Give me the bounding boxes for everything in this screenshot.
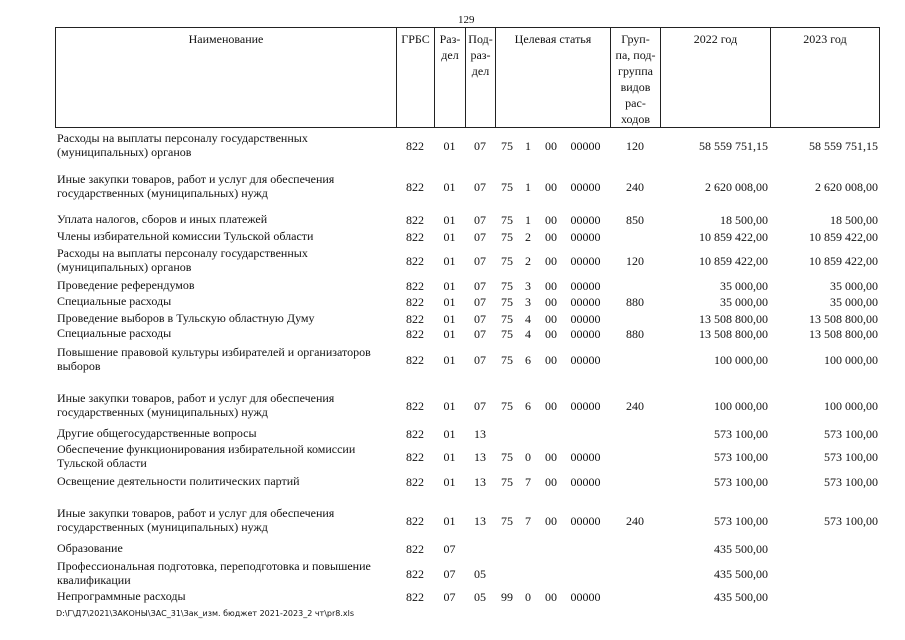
row-razdel: 01 (443, 279, 456, 293)
row-value-2022: 58 559 751,15 (699, 139, 768, 153)
row-grbs: 822 (406, 327, 424, 341)
row-podrazdel: 07 (474, 180, 486, 194)
row-target-direction: 00 (545, 213, 557, 227)
row-grbs: 822 (406, 139, 424, 153)
row-podrazdel: 07 (474, 213, 486, 227)
row-razdel: 01 (443, 312, 456, 326)
row-value-2023: 10 859 422,00 (809, 254, 878, 268)
row-target-code: 00000 (570, 450, 601, 464)
row-name: Проведение референдумов (57, 278, 195, 292)
row-value-2023: 58 559 751,15 (809, 139, 878, 153)
row-value-2022: 35 000,00 (720, 295, 768, 309)
row-grbs: 822 (406, 567, 424, 581)
row-target-program: 75 (501, 279, 513, 293)
row-podrazdel: 07 (474, 254, 486, 268)
row-target-direction: 00 (545, 180, 557, 194)
row-value-2022: 10 859 422,00 (699, 230, 768, 244)
row-target-program: 75 (501, 180, 513, 194)
row-target-direction: 00 (545, 590, 557, 604)
row-podrazdel: 07 (474, 295, 486, 309)
row-name: Специальные расходы (57, 294, 172, 308)
row-name: Освещение деятельности политических партий (57, 474, 300, 488)
row-target-code: 00000 (570, 230, 601, 244)
row-target-code: 00000 (570, 139, 601, 153)
row-target-subprogram: 6 (525, 399, 531, 413)
row-value-2022: 435 500,00 (714, 542, 768, 556)
row-value-2022: 10 859 422,00 (699, 254, 768, 268)
row-razdel: 01 (443, 254, 456, 268)
row-razdel: 01 (443, 399, 456, 413)
row-target-subprogram: 4 (525, 327, 531, 341)
row-target-program: 75 (501, 327, 513, 341)
row-expense-group: 120 (626, 254, 644, 268)
row-expense-group: 240 (626, 180, 644, 194)
header-2022-label: 2022 год (693, 32, 738, 46)
row-value-2022: 435 500,00 (714, 590, 768, 604)
row-target-program: 75 (501, 254, 513, 268)
row-target-subprogram: 4 (525, 312, 531, 326)
row-value-2022: 573 100,00 (714, 427, 768, 441)
row-value-2023: 13 508 800,00 (809, 312, 878, 326)
row-target-direction: 00 (545, 312, 557, 326)
row-name: Уплата налогов, сборов и иных платежей (57, 212, 268, 226)
row-value-2023: 573 100,00 (824, 475, 878, 489)
row-podrazdel: 07 (474, 312, 486, 326)
row-grbs: 822 (406, 279, 424, 293)
row-razdel: 01 (443, 353, 456, 367)
row-target-subprogram: 1 (525, 139, 531, 153)
row-value-2022: 573 100,00 (714, 514, 768, 528)
row-value-2022: 100 000,00 (714, 353, 768, 367)
row-grbs: 822 (406, 427, 424, 441)
row-target-program: 75 (501, 353, 513, 367)
header-group (610, 27, 660, 128)
row-name: Специальные расходы (57, 326, 172, 340)
header-razdel-label: Раз- дел (439, 32, 461, 62)
row-razdel: 01 (443, 427, 456, 441)
row-target-direction: 00 (545, 230, 557, 244)
header-2023 (770, 27, 880, 128)
row-target-code: 00000 (570, 590, 601, 604)
header-podrazdel-label: Под- раз- дел (468, 32, 493, 78)
row-target-code: 00000 (570, 399, 601, 413)
row-value-2023: 573 100,00 (824, 427, 878, 441)
row-expense-group: 120 (626, 139, 644, 153)
row-target-program: 75 (501, 450, 513, 464)
row-target-program: 75 (501, 139, 513, 153)
row-value-2023: 2 620 008,00 (815, 180, 878, 194)
row-name: Иные закупки товаров, работ и услуг для обеспечения государственных (муниципальных) нужд (57, 172, 335, 200)
row-expense-group: 880 (626, 327, 644, 341)
row-podrazdel: 13 (474, 475, 486, 489)
row-target-code: 00000 (570, 180, 601, 194)
row-target-code: 00000 (570, 213, 601, 227)
row-target-subprogram: 2 (525, 254, 531, 268)
row-target-subprogram: 3 (525, 295, 531, 309)
row-razdel: 01 (443, 514, 456, 528)
row-value-2023: 13 508 800,00 (809, 327, 878, 341)
row-grbs: 822 (406, 230, 424, 244)
row-target-subprogram: 0 (525, 450, 531, 464)
row-grbs: 822 (406, 399, 424, 413)
row-target-subprogram: 1 (525, 180, 531, 194)
row-target-program: 75 (501, 213, 513, 227)
row-value-2022: 100 000,00 (714, 399, 768, 413)
row-value-2023: 100 000,00 (824, 399, 878, 413)
row-razdel: 01 (443, 450, 456, 464)
row-podrazdel: 07 (474, 230, 486, 244)
row-target-code: 00000 (570, 279, 601, 293)
row-podrazdel: 13 (474, 450, 486, 464)
header-razdel (434, 27, 465, 128)
header-2023-label: 2023 год (803, 32, 847, 46)
row-target-direction: 00 (545, 450, 557, 464)
row-grbs: 822 (406, 450, 424, 464)
row-podrazdel: 07 (474, 399, 486, 413)
header-2022 (660, 27, 770, 128)
row-target-subprogram: 3 (525, 279, 531, 293)
row-value-2023: 100 000,00 (824, 353, 878, 367)
row-name: Расходы на выплаты персоналу государственных (муниципальных) органов (57, 246, 308, 274)
header-podrazdel (465, 27, 495, 128)
row-podrazdel: 13 (474, 514, 486, 528)
row-name: Профессиональная подготовка, переподготовка и повышение квалификации (57, 559, 371, 587)
row-target-direction: 00 (545, 254, 557, 268)
row-target-program: 75 (501, 230, 513, 244)
row-target-code: 00000 (570, 514, 601, 528)
row-name: Проведение выборов в Тульскую областную Думу (57, 311, 315, 325)
row-razdel: 07 (443, 590, 456, 604)
header-group-label: Груп- па, под- группа видов рас- ходов (615, 32, 656, 126)
row-target-direction: 00 (545, 399, 557, 413)
row-target-code: 00000 (570, 353, 601, 367)
row-value-2023: 573 100,00 (824, 514, 878, 528)
header-grbs-label: ГРБС (401, 32, 430, 46)
row-name: Обеспечение функционирования избирательной комиссии Тульской области (57, 442, 356, 470)
row-podrazdel: 07 (474, 327, 486, 341)
row-target-program: 75 (501, 475, 513, 489)
row-value-2022: 35 000,00 (720, 279, 768, 293)
row-target-subprogram: 0 (525, 590, 531, 604)
row-name: Повышение правовой культуры избирателей и организаторов выборов (57, 345, 371, 373)
row-target-subprogram: 2 (525, 230, 531, 244)
row-target-direction: 00 (545, 514, 557, 528)
row-target-direction: 00 (545, 327, 557, 341)
header-name-label: Наименование (188, 32, 264, 46)
row-value-2022: 13 508 800,00 (699, 312, 768, 326)
row-target-direction: 00 (545, 295, 557, 309)
row-value-2022: 573 100,00 (714, 450, 768, 464)
row-target-program: 99 (501, 590, 513, 604)
row-razdel: 01 (443, 213, 456, 227)
row-expense-group: 240 (626, 514, 644, 528)
row-razdel: 01 (443, 139, 456, 153)
row-razdel: 01 (443, 230, 456, 244)
row-razdel: 01 (443, 295, 456, 309)
row-podrazdel: 07 (474, 139, 486, 153)
row-name: Другие общегосударственные вопросы (57, 426, 257, 440)
row-razdel: 07 (443, 567, 456, 581)
row-name: Расходы на выплаты персоналу государственных (муниципальных) органов (57, 131, 308, 159)
row-expense-group: 240 (626, 399, 644, 413)
row-target-direction: 00 (545, 475, 557, 489)
header-grbs (396, 27, 434, 128)
row-name: Иные закупки товаров, работ и услуг для обеспечения государственных (муниципальных) нужд (57, 506, 335, 534)
row-value-2022: 13 508 800,00 (699, 327, 768, 341)
row-grbs: 822 (406, 254, 424, 268)
row-podrazdel: 13 (474, 427, 486, 441)
row-podrazdel: 05 (474, 590, 486, 604)
row-target-subprogram: 1 (525, 213, 531, 227)
row-target-direction: 00 (545, 139, 557, 153)
row-value-2022: 573 100,00 (714, 475, 768, 489)
row-value-2022: 435 500,00 (714, 567, 768, 581)
row-grbs: 822 (406, 514, 424, 528)
row-value-2022: 18 500,00 (720, 213, 768, 227)
row-value-2023: 18 500,00 (830, 213, 878, 227)
row-target-program: 75 (501, 514, 513, 528)
row-podrazdel: 05 (474, 567, 486, 581)
row-name: Образование (57, 541, 123, 555)
row-name: Члены избирательной комиссии Тульской области (57, 229, 314, 243)
row-target-code: 00000 (570, 254, 601, 268)
row-target-subprogram: 7 (525, 475, 531, 489)
row-grbs: 822 (406, 180, 424, 194)
row-target-direction: 00 (545, 279, 557, 293)
row-value-2023: 573 100,00 (824, 450, 878, 464)
file-path-footer: D:\Г\Д7\2021\ЗАКОНЫ\ЗАС_31\Зак_изм. бюджет 2021-2023_2 чт\pr8.xls (56, 609, 355, 618)
row-grbs: 822 (406, 590, 424, 604)
row-target-program: 75 (501, 295, 513, 309)
row-target-subprogram: 6 (525, 353, 531, 367)
row-podrazdel: 07 (474, 353, 486, 367)
row-expense-group: 850 (626, 213, 644, 227)
row-value-2023: 10 859 422,00 (809, 230, 878, 244)
row-expense-group: 880 (626, 295, 644, 309)
row-target-program: 75 (501, 312, 513, 326)
header-target-label: Целевая статья (514, 32, 592, 46)
row-grbs: 822 (406, 213, 424, 227)
header-target (495, 27, 610, 128)
page-number: 129 (458, 14, 475, 26)
row-target-code: 00000 (570, 327, 601, 341)
row-value-2023: 35 000,00 (830, 279, 878, 293)
row-razdel: 01 (443, 475, 456, 489)
row-grbs: 822 (406, 353, 424, 367)
row-podrazdel: 07 (474, 279, 486, 293)
header-name (55, 27, 396, 128)
row-target-direction: 00 (545, 353, 557, 367)
row-grbs: 822 (406, 312, 424, 326)
row-grbs: 822 (406, 542, 424, 556)
row-razdel: 01 (443, 327, 456, 341)
row-razdel: 07 (443, 542, 456, 556)
row-target-code: 00000 (570, 312, 601, 326)
row-target-program: 75 (501, 399, 513, 413)
row-grbs: 822 (406, 295, 424, 309)
row-value-2022: 2 620 008,00 (705, 180, 768, 194)
row-value-2023: 35 000,00 (830, 295, 878, 309)
row-razdel: 01 (443, 180, 456, 194)
row-target-code: 00000 (570, 295, 601, 309)
row-name: Непрограммные расходы (57, 589, 186, 603)
row-name: Иные закупки товаров, работ и услуг для обеспечения государственных (муниципальных) нужд (57, 391, 335, 419)
row-grbs: 822 (406, 475, 424, 489)
row-target-code: 00000 (570, 475, 601, 489)
row-target-subprogram: 7 (525, 514, 531, 528)
